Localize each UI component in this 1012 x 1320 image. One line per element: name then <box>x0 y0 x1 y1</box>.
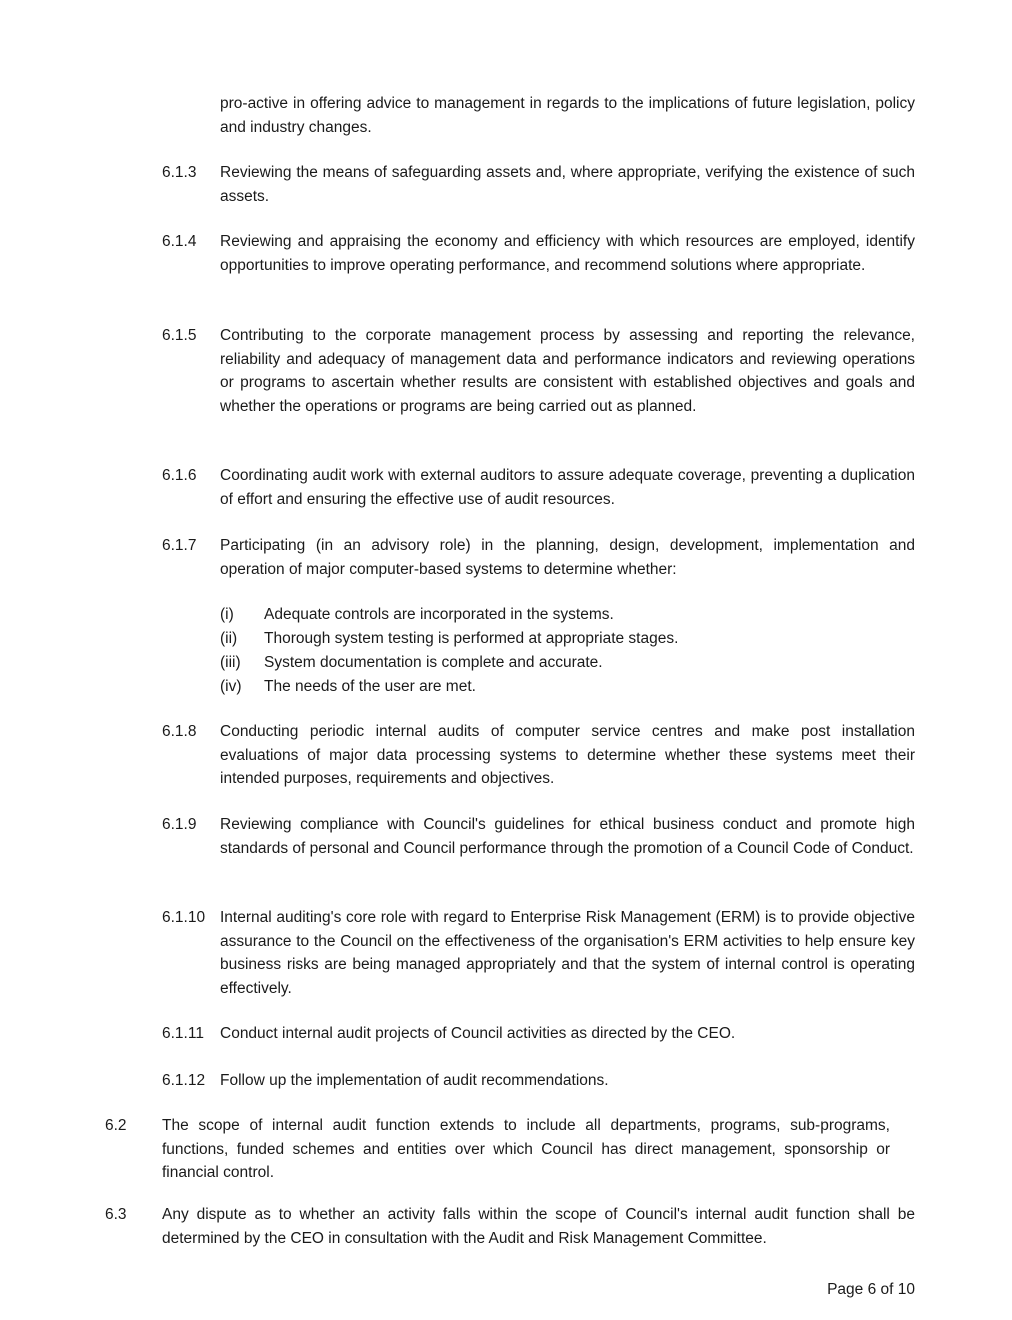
subitem-number: (iv) <box>220 678 242 695</box>
item-text: Conducting periodic internal audits of computer service centres and make post installation evaluations of major data processing systems to determine whether these systems meet their intended purposes, requirements and objectives. <box>220 723 915 787</box>
item-number: 6.1.7 <box>162 537 197 554</box>
item-number: 6.1.5 <box>162 327 197 344</box>
item-text: Follow up the implementation of audit recommendations. <box>220 1072 609 1089</box>
subitem-text: Thorough system testing is performed at appropriate stages. <box>264 630 679 647</box>
subitem-number: (iii) <box>220 654 241 671</box>
section-text: Any dispute as to whether an activity falls within the scope of Council's internal audit function shall be determined by the CEO in consultation with the Audit and Risk Management Committee. <box>162 1206 915 1247</box>
subitem-number: (ii) <box>220 630 238 647</box>
item-number: 6.1.11 <box>162 1025 204 1042</box>
item-text: Reviewing compliance with Council's guidelines for ethical business conduct and promote high standards of personal and Council performance through the promotion of a Council Code of Conduct. <box>220 816 915 857</box>
subitem-number: (i) <box>220 606 234 623</box>
item-number: 6.1.9 <box>162 816 197 833</box>
item-number: 6.1.8 <box>162 723 197 740</box>
item-text: Coordinating audit work with external auditors to assure adequate coverage, preventing a duplication of effort and ensuring the effective use of audit resources. <box>220 467 915 508</box>
item-number: 6.1.4 <box>162 233 197 250</box>
subitem-text: System documentation is complete and accurate. <box>264 654 603 671</box>
section-number: 6.3 <box>105 1206 127 1223</box>
item-number: 6.1.10 <box>162 909 206 926</box>
item-text: Participating (in an advisory role) in the planning, design, development, implementation and operation of major computer-based systems to determine whether: <box>220 537 915 578</box>
item-text: Reviewing and appraising the economy and efficiency with which resources are employed, identify opportunities to improve operating performance, and recommend solutions where appropriate. <box>220 233 915 274</box>
item-number: 6.1.3 <box>162 164 197 181</box>
paragraph-intro: pro-active in offering advice to management in regards to the implications of future legislation, policy and industry changes. <box>220 95 915 136</box>
section-text: The scope of internal audit function extends to include all departments, programs, sub-programs, functions, funded schemes and entities over which Council has direct management, sponsorship or financial control. <box>162 1117 890 1181</box>
item-text: Contributing to the corporate management process by assessing and reporting the relevance, reliability and adequacy of management data and performance indicators and reviewing operations or programs to ascertain whether results are consistent with established objectives and goals and whether the operations or programs are being carried out as planned. <box>220 327 915 415</box>
subitem-text: Adequate controls are incorporated in the systems. <box>264 606 614 623</box>
item-text: Conduct internal audit projects of Council activities as directed by the CEO. <box>220 1025 736 1042</box>
item-number: 6.1.12 <box>162 1072 206 1089</box>
item-text: Internal auditing's core role with regard to Enterprise Risk Management (ERM) is to provide objective assurance to the Council on the effectiveness of the organisation's ERM activities to help ensure key business risks are being managed appropriately and that the system of internal control is operating effectively. <box>220 909 915 997</box>
subitem-text: The needs of the user are met. <box>264 678 476 695</box>
item-text: Reviewing the means of safeguarding assets and, where appropriate, verifying the existence of such assets. <box>220 164 915 205</box>
page-number-footer: Page 6 of 10 <box>827 1281 915 1298</box>
item-number: 6.1.6 <box>162 467 197 484</box>
section-number: 6.2 <box>105 1117 127 1134</box>
